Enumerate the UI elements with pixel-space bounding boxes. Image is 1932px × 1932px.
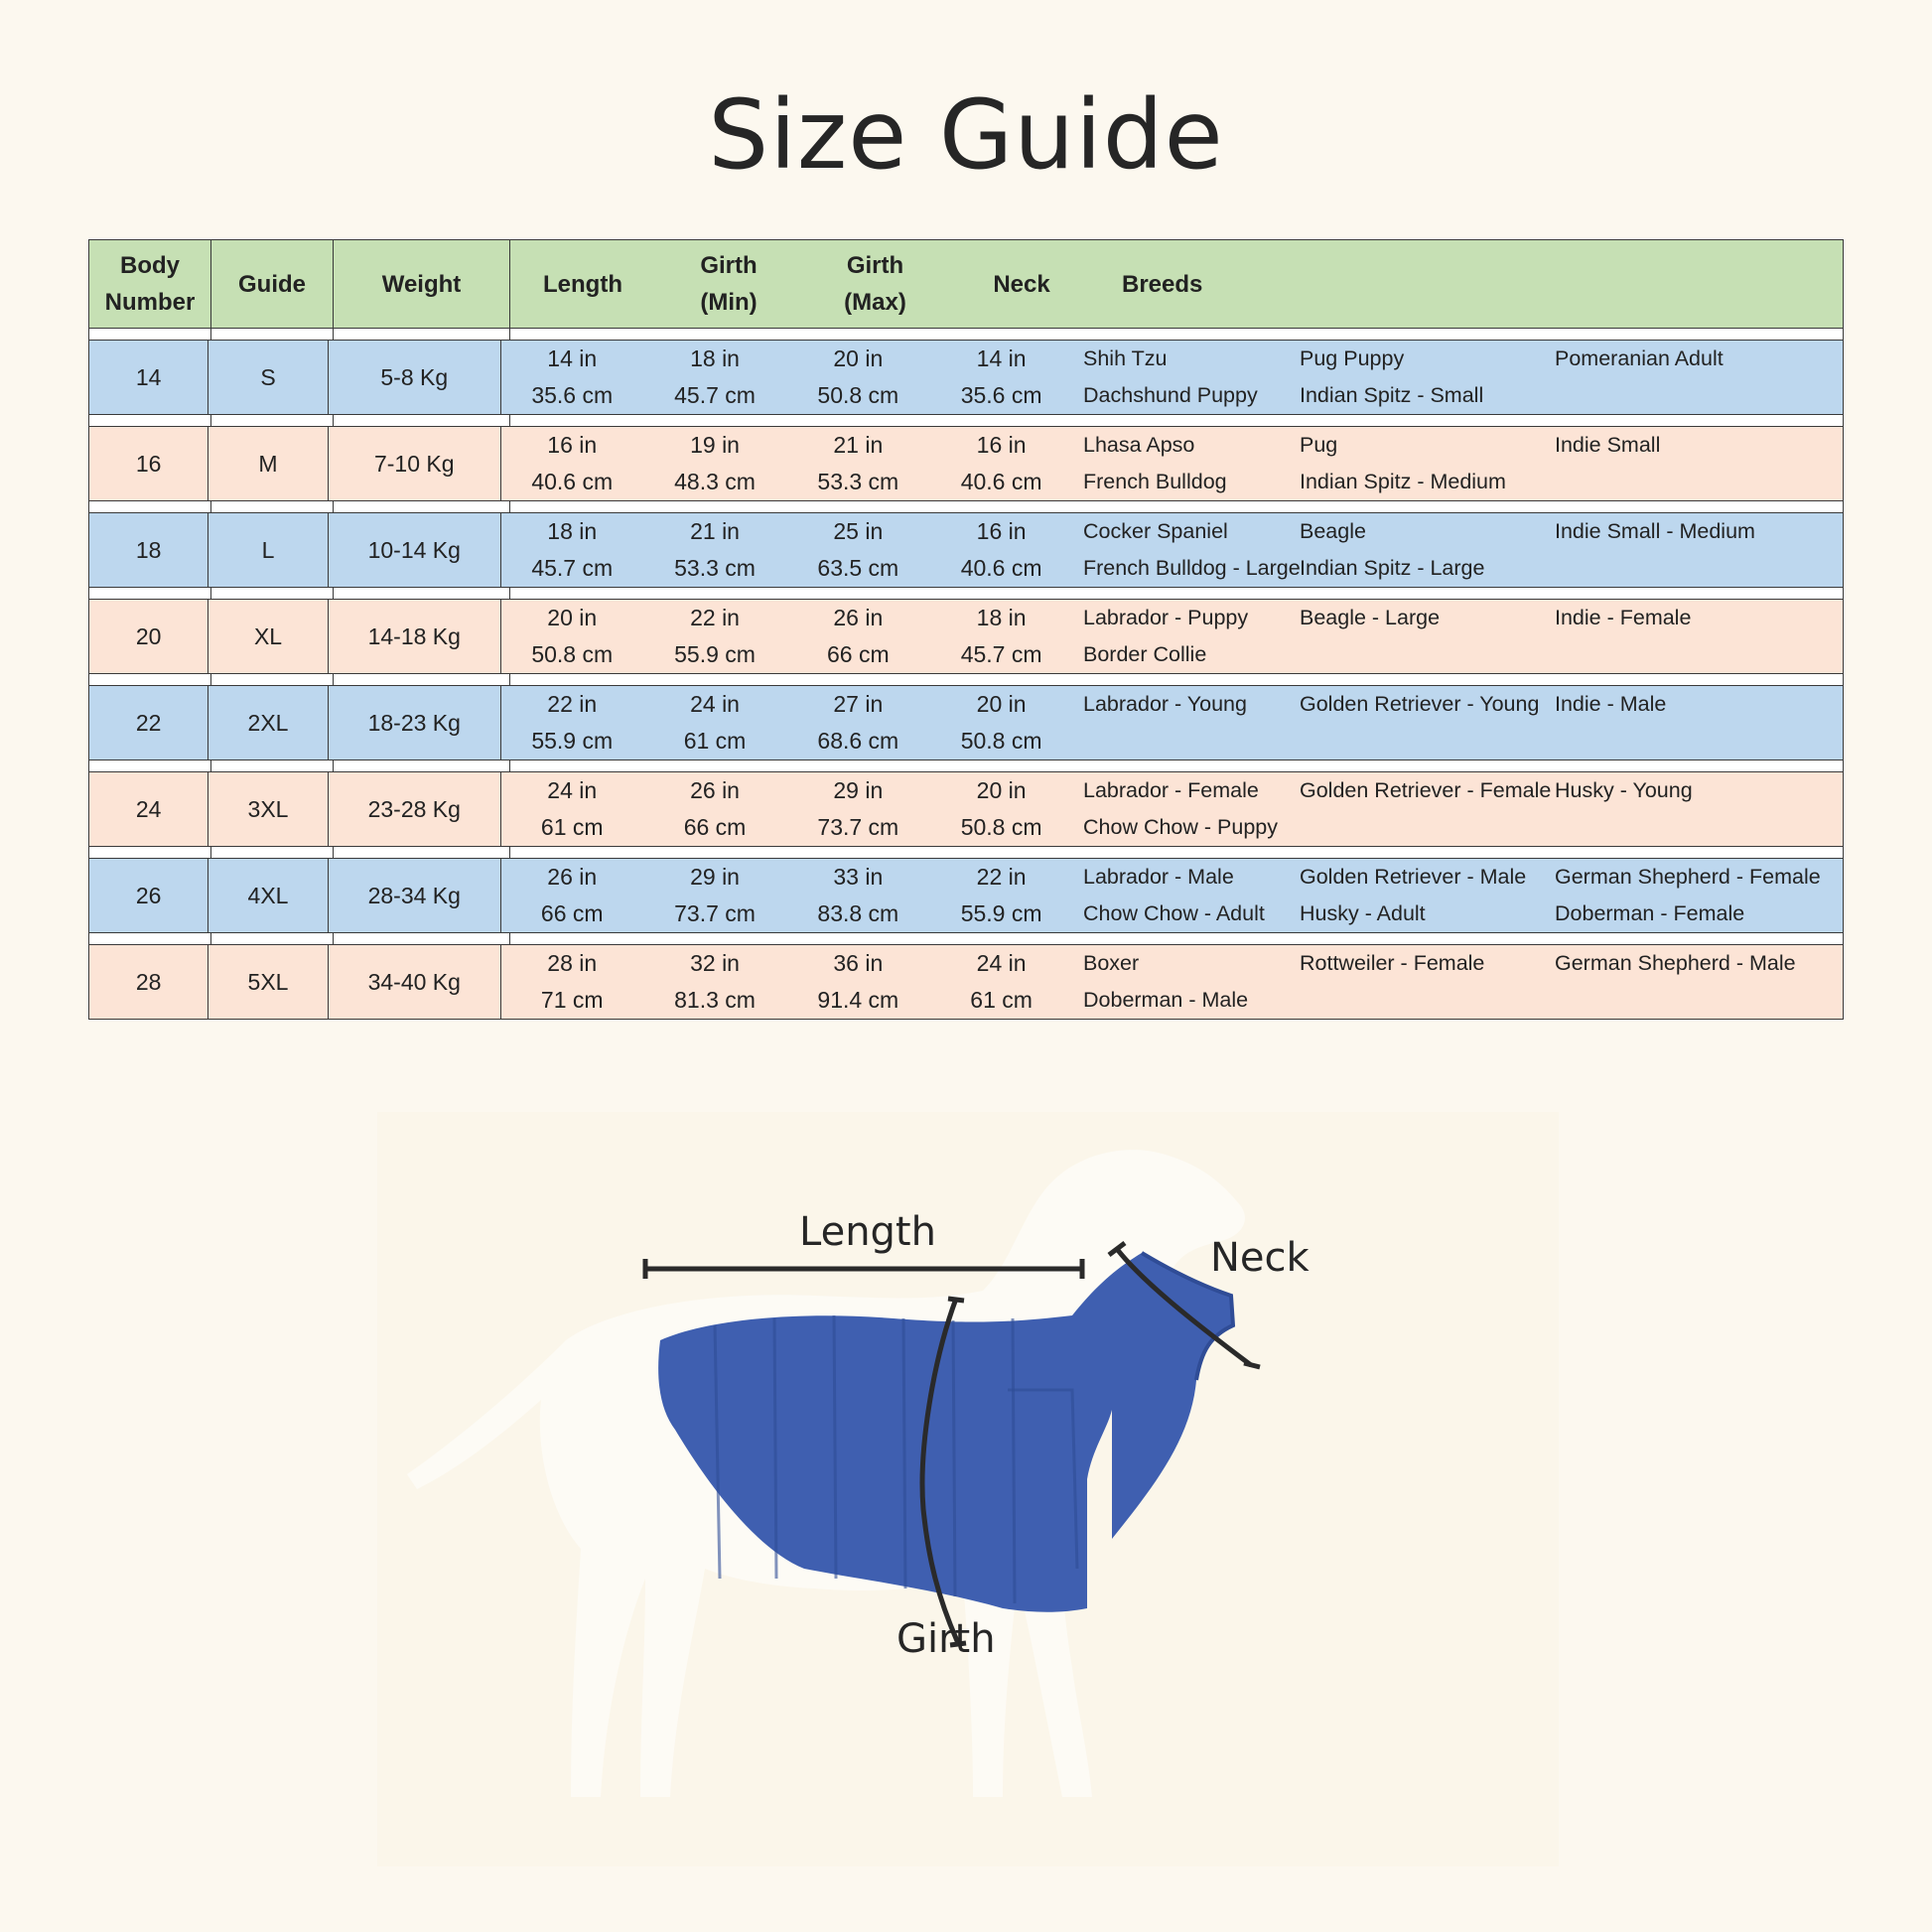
header-neck: Neck [993,270,1050,298]
measurement-value: 33 in [833,864,884,890]
measurement-value: 18 in [976,605,1027,630]
measurement-value: 32 in [690,950,740,976]
separator-cell [334,847,510,858]
table-row [88,771,1844,847]
breed-name: Indie - Female [1555,606,1692,629]
separator-cell [89,329,211,340]
cell-guide: 4XL [208,859,328,932]
breed-name: Pug [1300,433,1338,457]
header-breeds [1095,240,1843,328]
breed-name: Indian Spitz - Small [1300,383,1484,407]
breed-name: Pug Puppy [1300,346,1405,370]
separator-cell [89,847,211,858]
separator-cell [510,329,1843,340]
table-body [88,329,1844,1020]
measurement-value: 40.6 cm [531,469,614,494]
header-body-number [89,240,211,328]
breed-name: Golden Retriever - Female [1300,778,1552,802]
breed-name: Golden Retriever - Young [1300,692,1540,716]
cell-length [501,772,643,846]
size-table [88,239,1844,1020]
header-girth-max-line2: (Max) [844,289,906,316]
breed-name: Border Collie [1083,642,1207,666]
cell-length [501,945,643,1019]
separator-cell [510,501,1843,512]
cell-weight: 5-8 Kg [329,341,501,414]
breed-name [1555,550,1843,587]
breeds-list [1083,945,1843,1019]
cell-breeds [1073,600,1843,673]
header-girth-min-line1: Girth [700,252,758,279]
measurement-value: 68.6 cm [817,728,899,754]
cell-guide: 5XL [208,945,328,1019]
separator-cell [89,760,211,771]
breeds-list [1083,600,1843,673]
cell-body-number: 28 [89,945,208,1019]
breed-name [1300,723,1555,759]
separator-cell [89,588,211,599]
cell-body-number: 24 [89,772,208,846]
measurement-value: 26 in [833,605,884,630]
cell-girth-min [643,513,787,587]
cell-neck [929,600,1073,673]
row-separator [88,588,1844,599]
measurement-value: 40.6 cm [960,555,1042,581]
header-girth-max-line1: Girth [846,252,904,279]
cell-length [501,600,643,673]
separator-cell [510,588,1843,599]
breed-name: Indie Small [1555,433,1661,457]
measurement-value: 45.7 cm [531,555,614,581]
cell-guide: L [208,513,328,587]
measurement-value: 45.7 cm [960,641,1042,667]
measurement-value: 53.3 cm [674,555,756,581]
cell-breeds [1073,772,1843,846]
cell-weight: 10-14 Kg [329,513,501,587]
measurement-value: 81.3 cm [674,987,756,1013]
separator-cell [334,760,510,771]
breed-name: Chow Chow - Puppy [1083,815,1278,839]
separator-cell [89,674,211,685]
measurement-value: 73.7 cm [674,900,756,926]
measurement-value: 20 in [976,691,1027,717]
separator-cell [211,588,334,599]
breed-name: Indian Spitz - Medium [1300,470,1506,493]
breed-name: Golden Retriever - Male [1300,865,1527,889]
table-row [88,858,1844,933]
separator-cell [211,329,334,340]
cell-girth-min [643,600,787,673]
cell-breeds [1073,686,1843,759]
neck-label: Neck [1210,1235,1310,1281]
cell-girth-max [786,513,929,587]
cell-guide: XL [208,600,328,673]
header-girth-max [802,240,948,328]
breed-name: Chow Chow - Adult [1083,901,1265,925]
cell-girth-min [643,859,787,932]
measurement-value: 25 in [833,518,884,544]
cell-girth-max [786,945,929,1019]
measurement-value: 18 in [547,518,598,544]
cell-guide: 3XL [208,772,328,846]
measurement-value: 66 cm [827,641,890,667]
cell-weight: 28-34 Kg [329,859,501,932]
breed-name: Labrador - Female [1083,778,1259,802]
table-row [88,944,1844,1020]
breed-name: Pomeranian Adult [1555,346,1724,370]
separator-cell [89,501,211,512]
separator-cell [211,933,334,944]
measurement-value: 14 in [547,345,598,371]
measurement-value: 63.5 cm [817,555,899,581]
header-girth-min [655,240,802,328]
header-weight: Weight [334,240,510,328]
breed-name [1555,464,1843,500]
measurement-value: 27 in [833,691,884,717]
measurement-value: 91.4 cm [817,987,899,1013]
cell-neck [929,772,1073,846]
cell-guide: 2XL [208,686,328,759]
cell-weight: 7-10 Kg [329,427,501,500]
header-guide: Guide [211,240,334,328]
separator-cell [510,847,1843,858]
breed-name [1555,809,1843,846]
measurement-value: 22 in [547,691,598,717]
cell-girth-max [786,859,929,932]
cell-body-number: 22 [89,686,208,759]
breed-name: Indie - Male [1555,692,1667,716]
measurement-value: 29 in [833,777,884,803]
measurement-value: 55.9 cm [531,728,614,754]
measurement-value: 21 in [833,432,884,458]
measurement-value: 16 in [547,432,598,458]
measurement-value: 35.6 cm [960,382,1042,408]
breed-name: German Shepherd - Female [1555,865,1821,889]
breed-name: Labrador - Young [1083,692,1247,716]
separator-cell [211,760,334,771]
cell-weight: 18-23 Kg [329,686,501,759]
measurement-value: 22 in [976,864,1027,890]
table-row [88,599,1844,674]
cell-body-number: 14 [89,341,208,414]
measurement-value: 24 in [976,950,1027,976]
separator-cell [334,415,510,426]
separator-cell [334,674,510,685]
separator-cell [510,415,1843,426]
table-header-row [88,239,1844,329]
header-girth-min-line2: (Min) [700,289,758,316]
measurement-value: 19 in [690,432,740,458]
breeds-list [1083,859,1843,932]
dog-jacket-illustration [377,1112,1559,1866]
separator-cell [211,674,334,685]
cell-weight: 14-18 Kg [329,600,501,673]
cell-breeds [1073,859,1843,932]
separator-cell [334,588,510,599]
breed-name [1083,723,1300,759]
breed-name: Indie Small - Medium [1555,519,1755,543]
cell-girth-min [643,945,787,1019]
measurement-value: 45.7 cm [674,382,756,408]
measurement-value: 36 in [833,950,884,976]
measurement-value: 24 in [547,777,598,803]
cell-guide: S [208,341,328,414]
breed-name: Husky - Young [1555,778,1693,802]
cell-girth-min [643,427,787,500]
table-row [88,340,1844,415]
measurement-value: 50.8 cm [960,728,1042,754]
breeds-list [1083,772,1843,846]
cell-girth-max [786,341,929,414]
measurement-value: 26 in [547,864,598,890]
breeds-list [1083,513,1843,587]
cell-neck [929,686,1073,759]
separator-cell [89,415,211,426]
cell-breeds [1073,945,1843,1019]
measurement-value: 16 in [976,432,1027,458]
cell-girth-min [643,341,787,414]
cell-guide: M [208,427,328,500]
cell-girth-max [786,772,929,846]
measurement-value: 53.3 cm [817,469,899,494]
row-separator [88,415,1844,426]
measurement-value: 20 in [833,345,884,371]
separator-cell [510,674,1843,685]
cell-neck [929,513,1073,587]
breed-name [1300,636,1555,673]
breed-name: Labrador - Male [1083,865,1234,889]
breed-name: German Shepherd - Male [1555,951,1796,975]
measurement-value: 71 cm [540,987,604,1013]
cell-neck [929,945,1073,1019]
length-label: Length [799,1209,936,1255]
cell-length [501,513,643,587]
separator-cell [334,329,510,340]
measurement-value: 66 cm [683,814,747,840]
measurement-value: 83.8 cm [817,900,899,926]
measurement-value: 55.9 cm [674,641,756,667]
cell-girth-min [643,772,787,846]
page-title: Size Guide [708,79,1224,191]
measurement-value: 61 cm [683,728,747,754]
measurement-value: 26 in [690,777,740,803]
row-separator [88,933,1844,944]
cell-breeds [1073,513,1843,587]
cell-girth-max [786,686,929,759]
measurement-value: 20 in [976,777,1027,803]
header-body-number-line2: Number [104,289,196,316]
cell-breeds [1073,341,1843,414]
breed-name [1555,982,1843,1019]
cell-body-number: 18 [89,513,208,587]
measurement-value: 22 in [690,605,740,630]
measurement-value: 55.9 cm [960,900,1042,926]
cell-breeds [1073,427,1843,500]
separator-cell [89,933,211,944]
cell-length [501,427,643,500]
cell-girth-max [786,427,929,500]
breed-name: Doberman - Female [1555,901,1745,925]
breed-name: Labrador - Puppy [1083,606,1249,629]
separator-cell [211,847,334,858]
breed-name: French Bulldog - Large [1083,556,1301,580]
breed-name: Lhasa Apso [1083,433,1195,457]
row-separator [88,501,1844,512]
measurement-value: 35.6 cm [531,382,614,408]
header-breeds-label: Breeds [1122,270,1203,298]
row-separator [88,847,1844,858]
measurement-value: 28 in [547,950,598,976]
measurement-value: 20 in [547,605,598,630]
measurement-value: 16 in [976,518,1027,544]
breeds-list [1083,686,1843,759]
cell-girth-min [643,686,787,759]
breed-name [1300,809,1555,846]
breed-name: Doberman - Male [1083,988,1249,1012]
breed-name: Cocker Spaniel [1083,519,1228,543]
measurement-value: 61 cm [970,987,1033,1013]
measurement-value: 29 in [690,864,740,890]
separator-cell [334,501,510,512]
cell-neck [929,341,1073,414]
breed-name: Husky - Adult [1300,901,1426,925]
breed-name: Beagle [1300,519,1366,543]
separator-cell [334,933,510,944]
separator-cell [211,415,334,426]
cell-neck [929,859,1073,932]
cell-body-number: 26 [89,859,208,932]
measurement-value: 61 cm [540,814,604,840]
measurement-value: 21 in [690,518,740,544]
breeds-list [1083,341,1843,414]
row-separator [88,760,1844,771]
breed-name [1555,723,1843,759]
measurement-value: 24 in [690,691,740,717]
cell-weight: 34-40 Kg [329,945,501,1019]
breed-name [1555,377,1843,414]
separator-cell [510,760,1843,771]
cell-body-number: 16 [89,427,208,500]
measurement-value: 50.8 cm [531,641,614,667]
header-body-number-line1: Body [120,252,180,279]
breed-name [1555,636,1843,673]
breed-name: Rottweiler - Female [1300,951,1485,975]
cell-body-number: 20 [89,600,208,673]
breed-name: Dachshund Puppy [1083,383,1258,407]
cell-length [501,686,643,759]
measurement-value: 50.8 cm [960,814,1042,840]
measurement-value: 14 in [976,345,1027,371]
cell-neck [929,427,1073,500]
breed-name: Boxer [1083,951,1140,975]
separator-cell [211,501,334,512]
breed-name [1300,982,1555,1019]
cell-weight: 23-28 Kg [329,772,501,846]
cell-length [501,341,643,414]
breed-name: French Bulldog [1083,470,1227,493]
girth-label: Girth [897,1616,996,1662]
table-row [88,685,1844,760]
breeds-list [1083,427,1843,500]
measurement-value: 73.7 cm [817,814,899,840]
measurement-value: 66 cm [540,900,604,926]
table-row [88,512,1844,588]
breed-name: Shih Tzu [1083,346,1168,370]
breed-name: Beagle - Large [1300,606,1441,629]
header-length: Length [543,270,622,298]
row-separator [88,674,1844,685]
breed-name: Indian Spitz - Large [1300,556,1485,580]
row-separator [88,329,1844,340]
table-row [88,426,1844,501]
cell-girth-max [786,600,929,673]
measurement-value: 48.3 cm [674,469,756,494]
measurement-value: 50.8 cm [817,382,899,408]
measurement-value: 40.6 cm [960,469,1042,494]
measurement-value: 18 in [690,345,740,371]
cell-length [501,859,643,932]
separator-cell [510,933,1843,944]
